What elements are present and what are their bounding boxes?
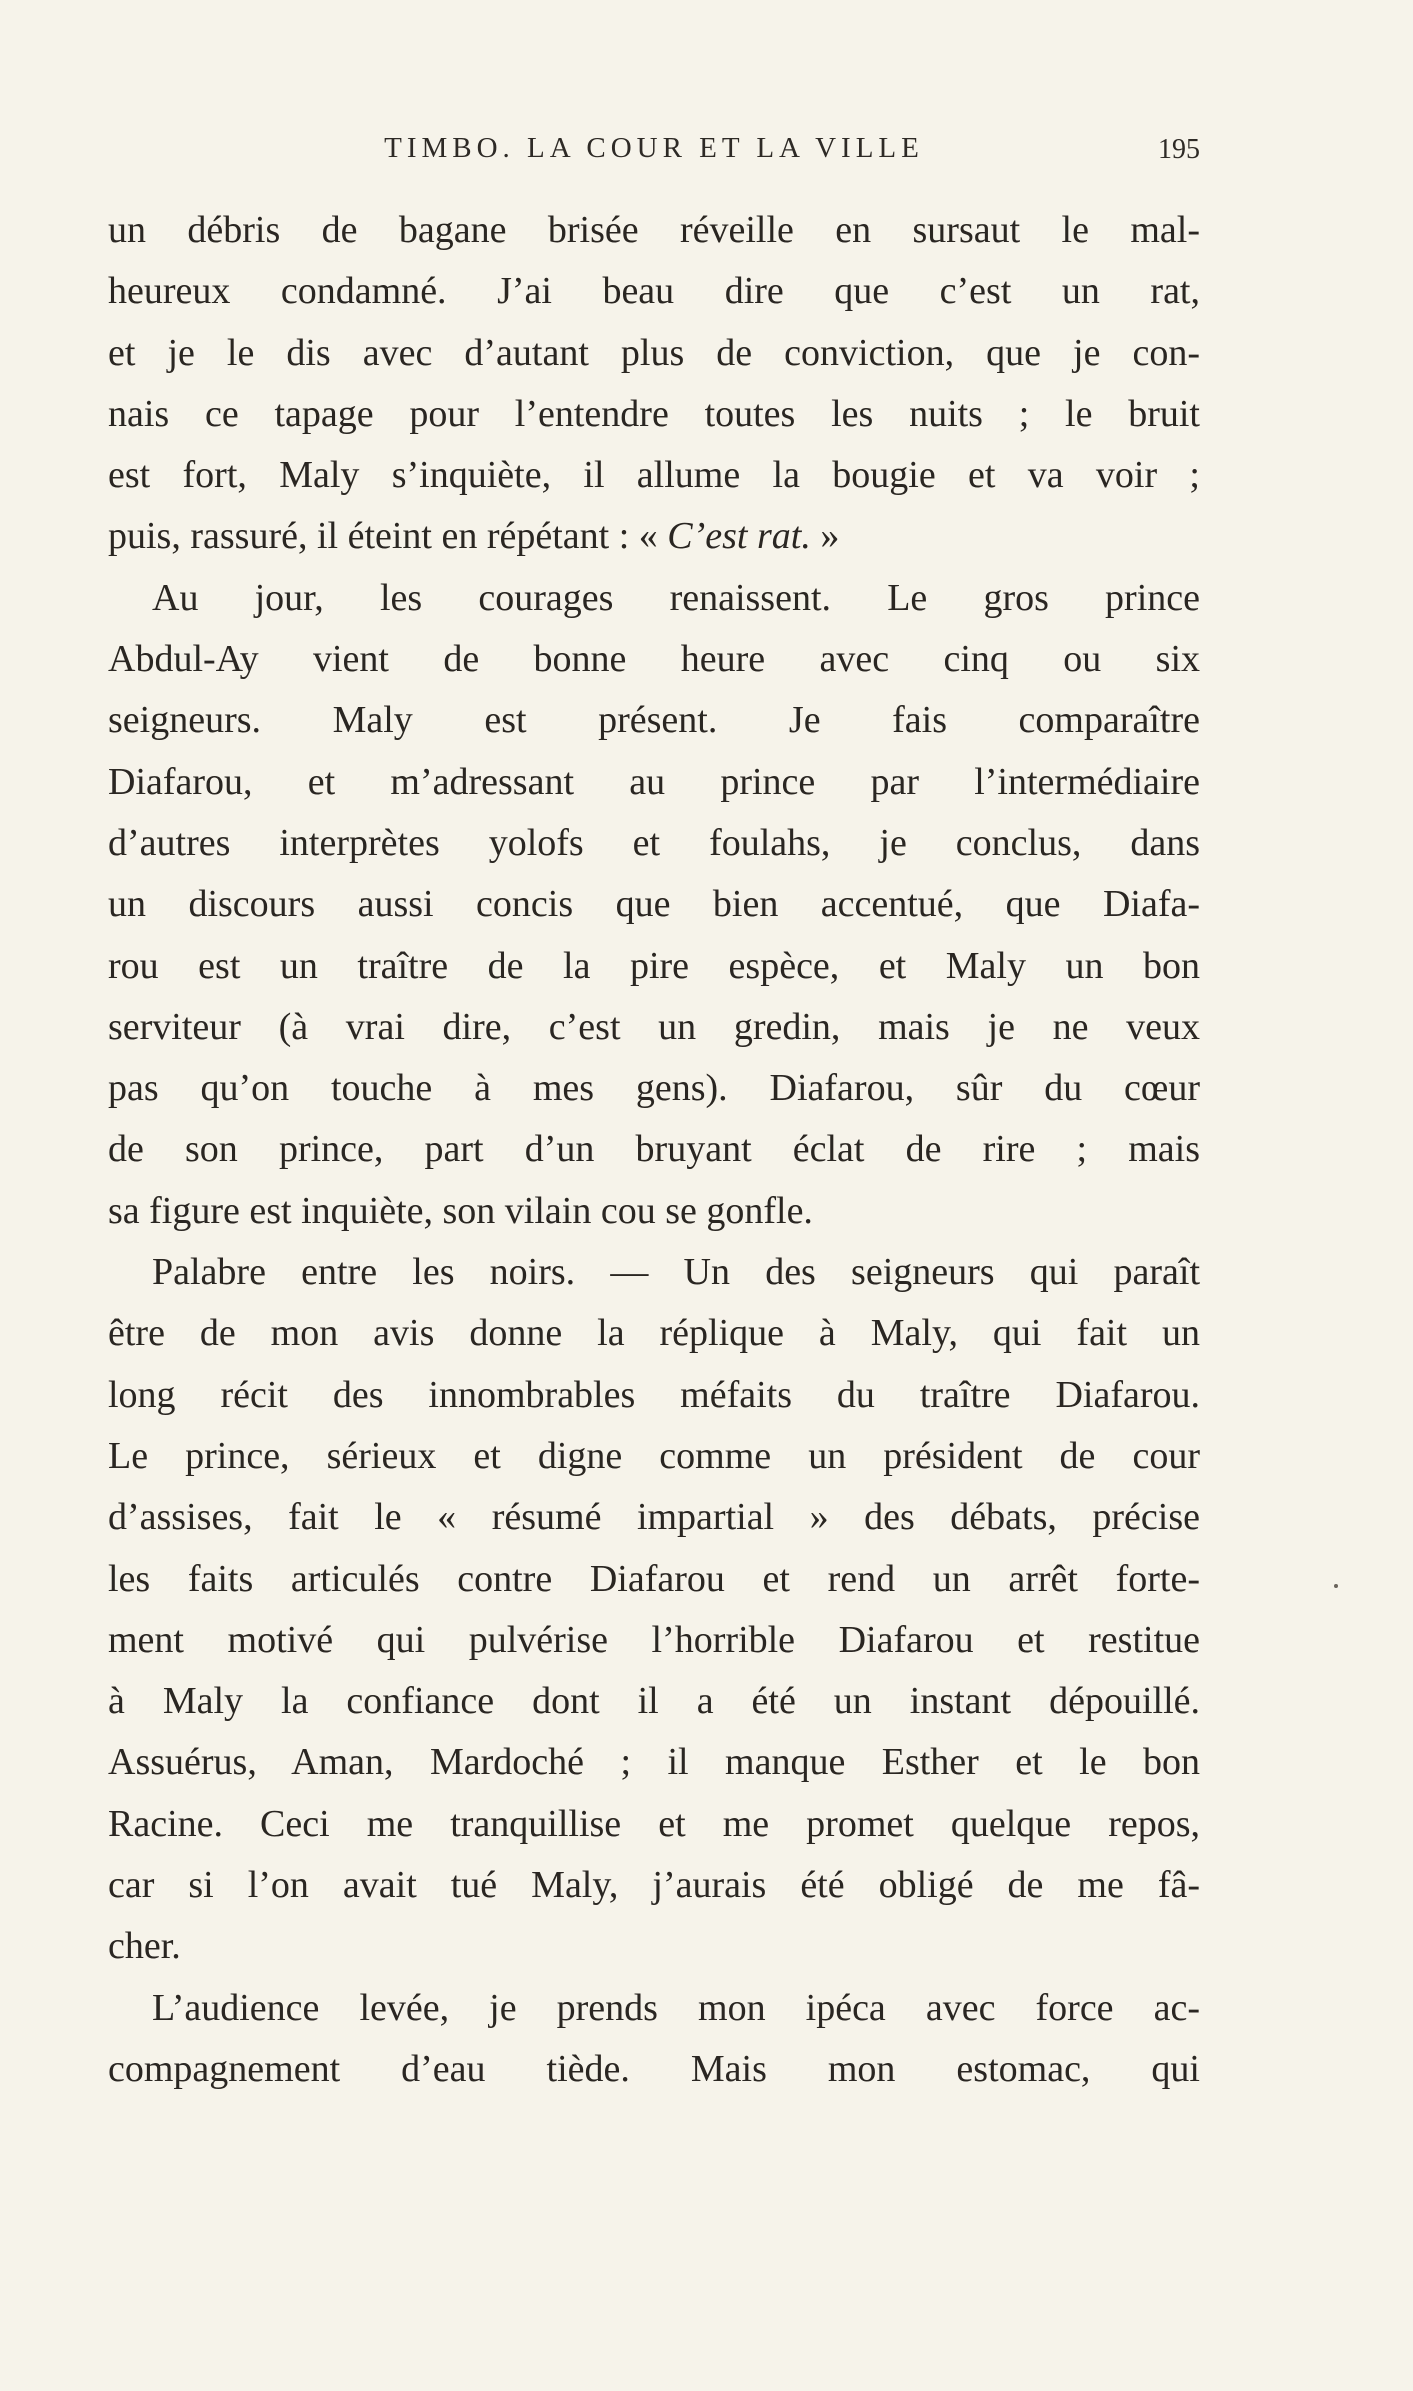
text-line [108, 200, 1200, 261]
text-line [108, 323, 1200, 384]
text-line [108, 445, 1200, 506]
text-line [108, 261, 1200, 322]
text-line [108, 1058, 1200, 1119]
text-line [108, 2039, 1200, 2100]
page-number: 195 [1158, 134, 1200, 165]
line-text: Abdul-Ay vient de bonne heure avec cinq ou six [108, 638, 1200, 681]
text-line [108, 1365, 1200, 1426]
line-text: heureux condamné. J’ai beau dire que c’est un rat, [108, 270, 1200, 313]
line-text: Assuérus, Aman, Mardoché ; il manque Esther et le bon [108, 1741, 1200, 1784]
line-text: un débris de bagane brisée réveille en sursaut le mal- [108, 209, 1200, 251]
line-text: d’autres interprètes yolofs et foulahs, je conclus, dans [108, 821, 1200, 864]
text-line [108, 1119, 1200, 1180]
line-text: est fort, Maly s’inquiète, il allume la bougie et va voir ; [108, 454, 1200, 497]
text-line [108, 1487, 1200, 1548]
line-text: un discours aussi concis que bien accentué, que Diafa- [108, 883, 1200, 926]
line-text: de son prince, part d’un bruyant éclat de rire ; mais [108, 1128, 1200, 1171]
line-text: compagnement d’eau tiède. Mais mon estomac, qui [108, 2047, 1200, 2090]
line-text: long récit des innombrables méfaits du traître Diafarou. [108, 1373, 1200, 1416]
text-line [108, 1242, 1200, 1303]
text-line [108, 813, 1200, 874]
line-text: à Maly la confiance dont il a été un instant dépouillé. [108, 1680, 1200, 1723]
text-line [108, 1916, 1200, 1977]
line-text: et je le dis avec d’autant plus de conviction, que je con- [108, 331, 1200, 374]
body-text [108, 200, 1200, 2100]
text-line [108, 997, 1200, 1058]
text-line [108, 1855, 1200, 1916]
text-line [108, 506, 1200, 567]
running-title: TIMBO. LA COUR ET LA VILLE [384, 132, 924, 164]
text-line [108, 1732, 1200, 1793]
text-line [108, 1549, 1200, 1610]
line-text: pas qu’on touche à mes gens). Diafarou, sûr du cœur [108, 1067, 1200, 1110]
line-text: serviteur (à vrai dire, c’est un gredin, mais je ne veux [108, 1005, 1200, 1048]
line-text: d’assises, fait le « résumé impartial » des débats, précise [108, 1496, 1200, 1539]
text-line [108, 1794, 1200, 1855]
text-line [108, 629, 1200, 690]
line-text: car si l’on avait tué Maly, j’aurais été obligé de me fâ- [108, 1864, 1200, 1907]
text-line [108, 384, 1200, 445]
line-text: L’audience levée, je prends mon ipéca avec force ac- [152, 1986, 1200, 2029]
line-text: ment motivé qui pulvérise l’horrible Diafarou et restitue [108, 1618, 1200, 1661]
text-line [108, 568, 1200, 629]
text-line [108, 1671, 1200, 1732]
line-text: Palabre entre les noirs. — Un des seigneurs qui paraît [152, 1251, 1200, 1294]
line-text-after: » [810, 515, 840, 558]
text-line [108, 752, 1200, 813]
text-line [108, 1303, 1200, 1364]
line-text: seigneurs. Maly est présent. Je fais comparaître [108, 699, 1200, 742]
text-line [108, 1181, 1200, 1242]
text-line [108, 1426, 1200, 1487]
text-line [108, 936, 1200, 997]
running-head [108, 132, 1200, 172]
line-text: sa figure est inquiète, son vilain cou se gonfle. [108, 1189, 813, 1232]
text-line [108, 690, 1200, 751]
line-text: Au jour, les courages renaissent. Le gros prince [152, 576, 1200, 619]
line-text: Racine. Ceci me tranquillise et me promet quelque repos, [108, 1802, 1200, 1845]
line-text: Diafarou, et m’adressant au prince par l’intermédiaire [108, 760, 1200, 803]
text-line [108, 874, 1200, 935]
line-italic-text: C’est rat. [667, 515, 811, 558]
text-line [108, 1978, 1200, 2039]
line-text: rou est un traître de la pire espèce, et Maly un bon [108, 944, 1200, 987]
text-line [108, 1610, 1200, 1671]
line-text: être de mon avis donne la réplique à Maly, qui fait un [108, 1312, 1200, 1355]
margin-mark [1334, 1584, 1338, 1588]
line-text: Le prince, sérieux et digne comme un président de cour [108, 1434, 1200, 1477]
line-text: puis, rassuré, il éteint en répétant : « [108, 515, 668, 558]
line-text: les faits articulés contre Diafarou et rend un arrêt forte- [108, 1557, 1200, 1600]
line-text: nais ce tapage pour l’entendre toutes les nuits ; le bruit [108, 392, 1200, 435]
line-text: cher. [108, 1925, 181, 1968]
